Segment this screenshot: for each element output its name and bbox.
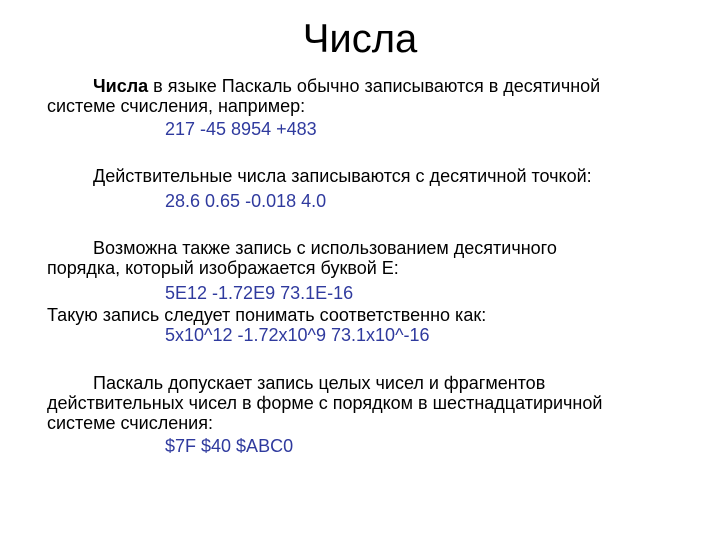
p4-line3: системе счисления:: [47, 413, 213, 433]
p2-line1: Действительные числа записываются с десятичной точкой:: [93, 166, 592, 186]
p2-example: 28.6 0.65 -0.018 4.0: [165, 191, 327, 211]
p1-line1-rest: в языке Паскаль обычно записываются в десятичной: [148, 76, 601, 96]
p1-line2: системе счисления, например:: [47, 96, 306, 116]
p3-line1: Возможна также запись с использованием десятичного: [93, 238, 557, 258]
slide-title: Числа: [302, 17, 418, 61]
p4-example: $7F $40 $ABC0: [165, 436, 294, 456]
p3-example: 5E12 -1.72E9 73.1E-16: [165, 283, 354, 303]
p1-example: 217 -45 8954 +483: [165, 119, 317, 139]
p1-line1: [93, 75, 600, 97]
p4-line2: действительных чисел в форме с порядком в шестнадцатиричной: [47, 393, 603, 413]
p1-bold-word: Числа: [93, 76, 149, 96]
p3-example2: 5x10^12 -1.72x10^9 73.1x10^-16: [165, 325, 430, 345]
p3-line3: Такую запись следует понимать соответственно как:: [47, 305, 487, 325]
p4-line1: Паскаль допускает запись целых чисел и фрагментов: [93, 373, 546, 393]
p3-line2: порядка, который изображается буквой Е:: [47, 258, 399, 278]
